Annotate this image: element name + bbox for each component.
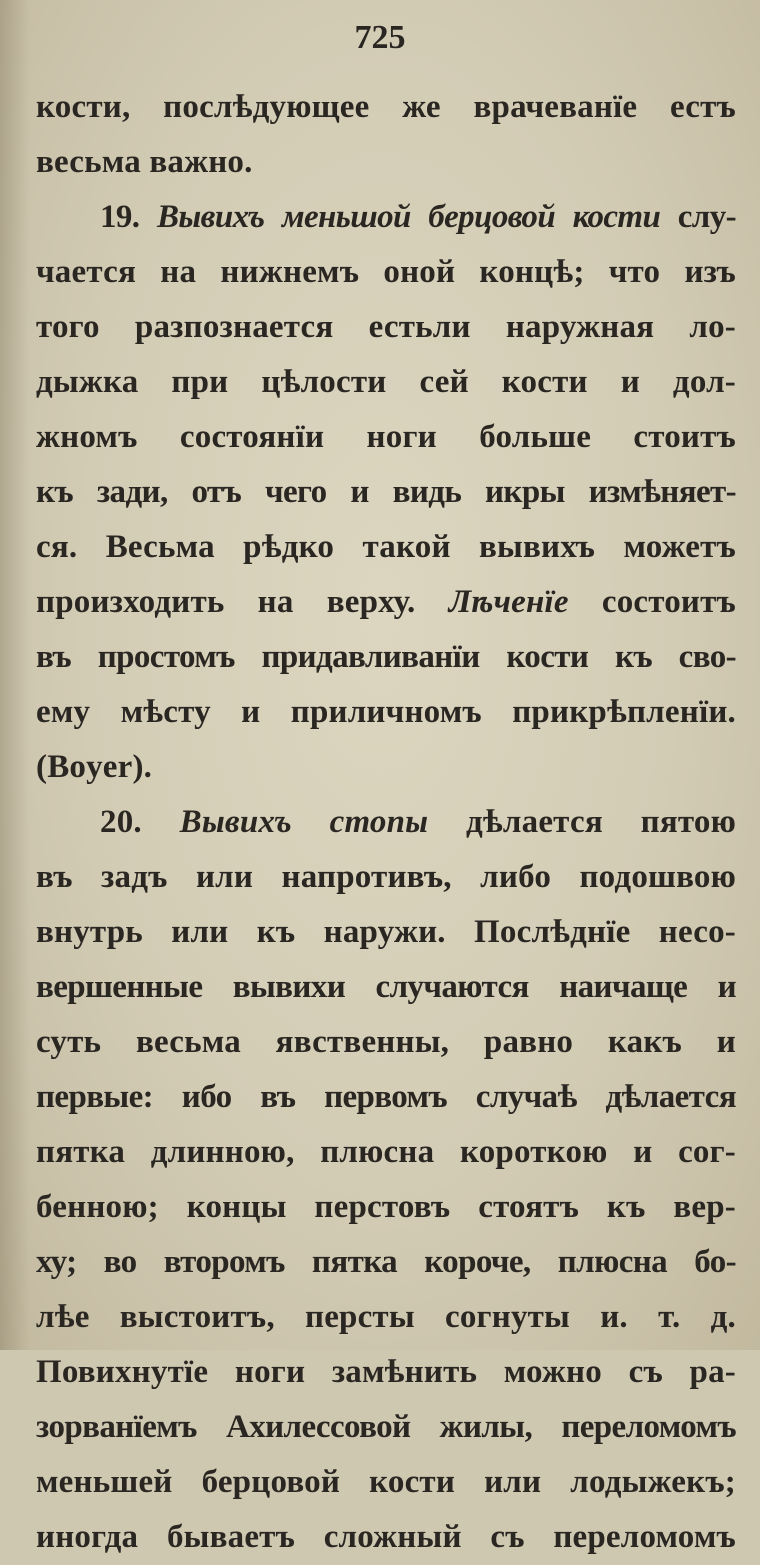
- text-segment: состоитъ: [568, 584, 736, 620]
- text-line: [36, 465, 736, 520]
- text-segment: Повихнутїе ноги замѣнить можно съ ра-: [36, 1354, 736, 1390]
- text-segment: чается на нижнемъ оной концѣ; что изъ: [36, 254, 736, 290]
- text-segment: первые: ибо въ первомъ случаѣ дѣлается: [36, 1079, 736, 1115]
- text-line: [36, 135, 736, 190]
- text-line: [36, 1345, 736, 1400]
- text-line: [36, 1180, 736, 1235]
- text-segment: весьма важно.: [36, 144, 253, 180]
- text-line: [36, 740, 736, 795]
- text-segment: вершенные вывихи случаются наичаще и: [36, 969, 736, 1005]
- text-segment: въ простомъ придавливанїи кости къ сво-: [36, 639, 736, 675]
- text-segment: внутрь или къ наружи. Послѣднїе несо-: [36, 914, 736, 950]
- text-line: [36, 630, 736, 685]
- text-segment: произходить на верху.: [36, 584, 449, 620]
- text-segment: слу-: [660, 199, 736, 235]
- text-line: [36, 1235, 736, 1290]
- text-segment: бенною; концы перстовъ стоятъ къ вер-: [36, 1189, 736, 1225]
- text-body: [36, 80, 736, 1565]
- text-segment: въ задъ или напротивъ, либо подошвою: [36, 859, 736, 895]
- text-segment: ему мѣсту и приличномъ прикрѣпленїи.: [36, 694, 736, 730]
- italic-text: Лѣченїе: [448, 584, 569, 620]
- text-segment: ся. Весьма рѣдко такой вывихъ можетъ: [36, 529, 736, 565]
- text-line: [36, 1070, 736, 1125]
- text-line: [36, 410, 736, 465]
- text-segment: (Boyer).: [36, 749, 153, 785]
- italic-text: Вывихъ стопы: [179, 804, 429, 840]
- text-line: [36, 795, 736, 850]
- text-line: [36, 520, 736, 575]
- italic-text: Вывихъ меньшой берцовой кости: [156, 199, 661, 235]
- text-line: [36, 1015, 736, 1070]
- text-segment: къ зади, отъ чего и видь икры измѣняет-: [36, 474, 736, 510]
- text-segment: того разпознается естьли наружная ло-: [36, 309, 736, 345]
- text-segment: иногда бываетъ сложный съ переломомъ: [36, 1519, 736, 1555]
- text-line: [36, 850, 736, 905]
- text-segment: 19.: [100, 199, 157, 235]
- text-line: [36, 245, 736, 300]
- text-segment: кости, послѣдующее же врачеванїе естъ: [36, 89, 736, 125]
- text-line: [36, 1400, 736, 1455]
- text-segment: лѣе выстоитъ, персты согнуты и. т. д.: [36, 1299, 736, 1335]
- text-line: [36, 1455, 736, 1510]
- text-segment: дыжка при цѣлости сей кости и дол-: [36, 364, 736, 400]
- text-segment: пятка длинною, плюсна короткою и сог-: [36, 1134, 736, 1170]
- text-segment: 20.: [100, 804, 180, 840]
- text-segment: дѣлается пятою: [428, 804, 736, 840]
- text-segment: зорванїемъ Ахилессовой жилы, переломомъ: [36, 1409, 736, 1445]
- text-line: [36, 960, 736, 1015]
- text-line: [36, 190, 736, 245]
- text-segment: меньшей берцовой кости или лодыжекъ;: [36, 1464, 736, 1500]
- text-line: [36, 905, 736, 960]
- page-number: 725: [354, 19, 406, 56]
- text-line: [36, 300, 736, 355]
- text-line: [36, 1290, 736, 1345]
- text-line: [36, 1125, 736, 1180]
- text-segment: жномъ состоянїи ноги больше стоитъ: [36, 419, 736, 455]
- text-line: [36, 685, 736, 740]
- text-segment: ху; во второмъ пятка короче, плюсна бо-: [36, 1244, 736, 1280]
- text-line: [36, 1510, 736, 1565]
- text-segment: суть весьма явственны, равно какъ и: [36, 1024, 736, 1060]
- text-line: [36, 575, 736, 630]
- text-line: [36, 355, 736, 410]
- text-line: [36, 80, 736, 135]
